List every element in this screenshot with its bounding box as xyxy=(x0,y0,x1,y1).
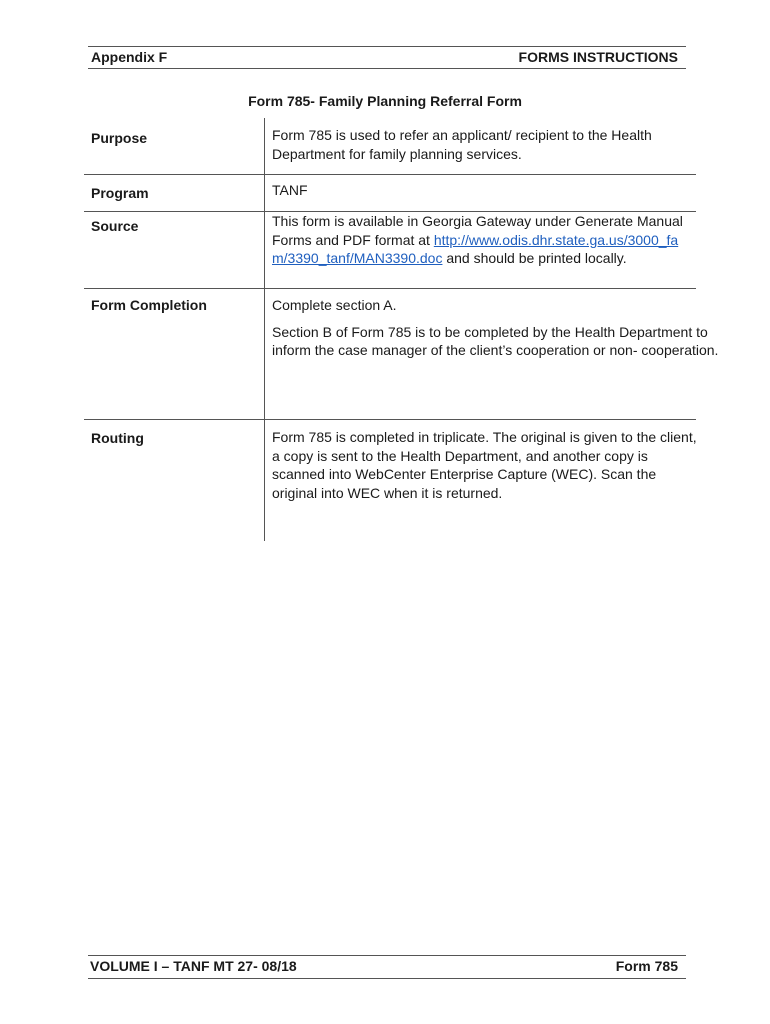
footer-form-number: Form 785 xyxy=(615,958,678,974)
source-link[interactable]: http://www.odis.dhr.state.ga.us/3000_fam/3390_tanf/MAN3390.doc xyxy=(272,231,679,266)
source-text-end: and should be printed locally. xyxy=(442,250,627,266)
row-divider xyxy=(84,288,696,289)
form-completion-step-b: Section B of Form 785 is to be completed by the Health Department to inform the case manager of the client’s cooperation or non- cooperation. xyxy=(272,323,719,358)
form-completion-step-a: Complete section A. xyxy=(272,297,397,313)
column-divider xyxy=(264,118,265,541)
row-divider xyxy=(84,419,696,420)
purpose-text: Form 785 is used to refer an applicant/ recipient to the Health Department for family planning services. xyxy=(272,127,652,162)
source-text-intro: This form is available in Georgia Gateway under Generate Manual Forms and PDF format at xyxy=(272,213,683,248)
page-footer xyxy=(88,955,686,979)
routing-label: Routing xyxy=(91,430,144,446)
program-text: TANF xyxy=(272,182,308,198)
header-appendix: Appendix F xyxy=(91,49,168,65)
program-label: Program xyxy=(91,185,149,201)
footer-volume: VOLUME I – TANF MT 27- 08/18 xyxy=(90,958,297,974)
source-label: Source xyxy=(91,218,139,234)
routing-text: Form 785 is completed in triplicate. The original is given to the client, a copy is sent to the Health Department, and another copy is scanned into WebCenter Enterprise Capture (WEC). Scan the original into WEC when it is returned. xyxy=(272,429,697,501)
form-completion-label: Form Completion xyxy=(91,297,207,313)
row-divider xyxy=(84,174,696,175)
form-completion-text xyxy=(272,296,722,360)
source-text xyxy=(272,212,690,268)
form-title: Form 785- Family Planning Referral Form xyxy=(248,93,522,109)
purpose-label: Purpose xyxy=(91,130,148,146)
page-header xyxy=(88,46,686,69)
header-section-title: FORMS INSTRUCTIONS xyxy=(518,49,678,65)
